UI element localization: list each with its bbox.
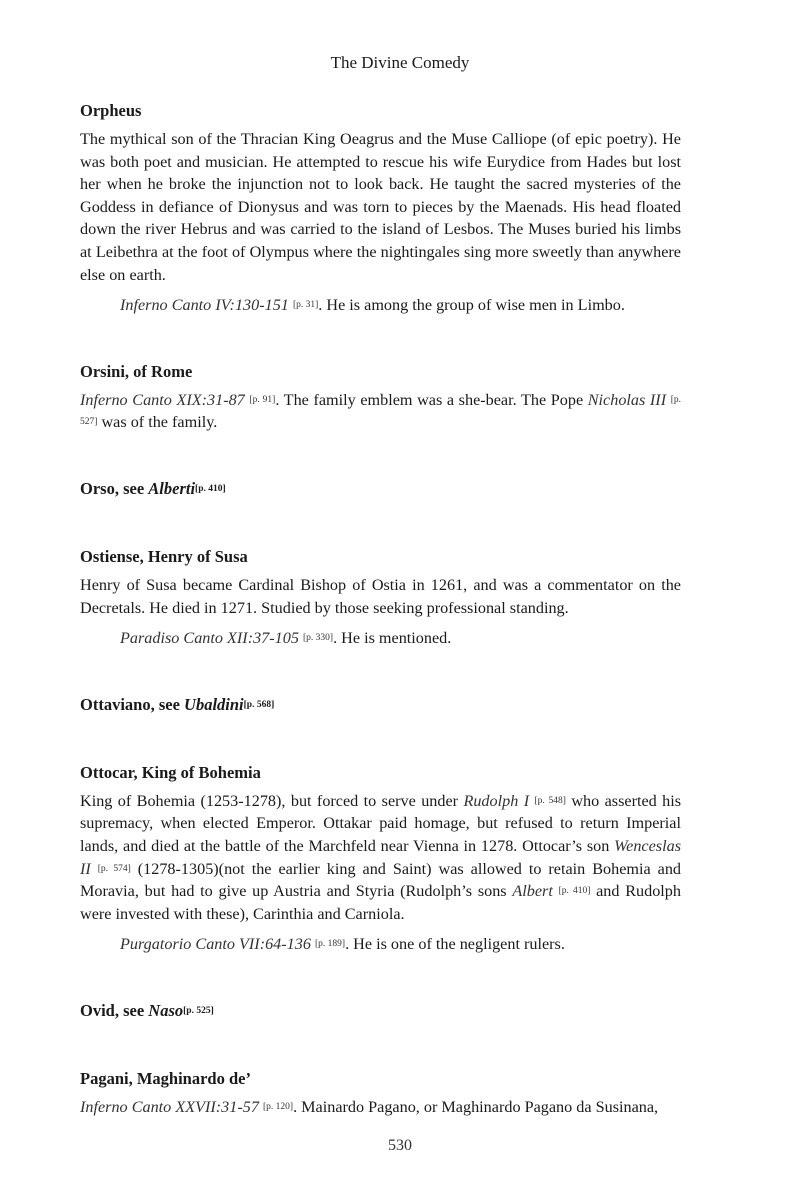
page-ref[interactable]: [p. 568] [243, 699, 275, 710]
see-prefix: Ovid, see [80, 1000, 149, 1020]
entry-title [80, 478, 681, 500]
body-text: (1278-1305)(not the earlier king and Saint) was allowed to retain Bohemia and Moravia, but had to give up Austria and Styria (Rudolph’s sons [80, 859, 682, 901]
entry-title: Ottocar, King of Bohemia [80, 762, 261, 782]
entry-title: Orsini, of Rome [80, 361, 193, 381]
cross-reference-link[interactable]: Wenceslas II [80, 836, 681, 878]
page-ref[interactable]: [p. 91] [249, 394, 276, 405]
canto-reference [80, 933, 681, 956]
reference-note: . He is among the group of wise men in Limbo. [318, 296, 625, 315]
entry-body: The mythical son of the Thracian King Oeagrus and the Muse Calliope (of epic poetry). He was both poet and musician. He attempted to rescue his wife Eurydice from Hades but lost her when he broke the injunction not to look back. He taught the sacred mysteries of the Goddess in defiance of Dionysus and was torn to pieces by the Maenads. His head floated down the river Hebrus and was carried to the island of Lesbos. The Muses buried his limbs at Leibethra at the foot of Olympus where the nightingales sing more sweetly than anywhere else on earth. [80, 130, 681, 284]
canto-reference [80, 627, 681, 650]
body-text: . Mainardo Pagano, or Maghinardo Pagano da Susinana, [293, 1097, 659, 1116]
page-ref[interactable]: [p. 410] [195, 483, 226, 494]
entry-orso [80, 478, 681, 500]
page-ref[interactable]: [p. 574] [97, 863, 131, 874]
cross-reference-link[interactable]: Ubaldini [184, 694, 244, 714]
cross-reference-link[interactable]: Albert [512, 882, 553, 901]
entry-ostiense [80, 546, 681, 650]
page-ref[interactable]: [p. 120] [262, 1101, 294, 1112]
entry-title: Pagani, Maghinardo de’ [80, 1068, 251, 1088]
entry-title [80, 694, 681, 716]
page-number: 530 [388, 1137, 412, 1154]
running-header: The Divine Comedy [330, 53, 470, 72]
entry-body [80, 1096, 681, 1119]
entry-title: Ostiense, Henry of Susa [80, 546, 248, 566]
entry-orsini [80, 361, 681, 434]
entry-title: Orpheus [80, 101, 142, 120]
body-text: who asserted his supremacy, when elected Emperor. Ottakar paid homage, but refused to return Imperial lands, and died at the battle of the Marchfeld near Vienna in 1278. Ottocar’s son [80, 791, 682, 855]
page-ref[interactable]: [p. 527] [80, 394, 682, 428]
page-ref[interactable]: [p. 31] [292, 300, 319, 311]
canto-reference [80, 294, 681, 317]
entry-ottocar [80, 762, 681, 956]
cross-reference-link[interactable]: Naso [148, 1000, 184, 1020]
entry-ottaviano [80, 694, 681, 716]
canto-link[interactable]: Inferno Canto IV:130-151 [120, 296, 289, 315]
cross-reference-link[interactable]: Rudolph I [463, 791, 530, 810]
see-prefix: Ottaviano, see [80, 694, 185, 714]
canto-link[interactable]: Inferno Canto XIX:31-87 [80, 390, 245, 409]
page-ref[interactable]: [p. 525] [183, 1005, 214, 1016]
canto-link[interactable]: Paradiso Canto XII:37-105 [120, 629, 299, 648]
page-content [80, 100, 681, 1118]
cross-reference-link[interactable]: Nicholas III [587, 390, 667, 409]
entry-orpheus [80, 100, 681, 317]
page-ref[interactable]: [p. 548] [534, 795, 566, 806]
body-text: . The family emblem was a she-bear. The Pope [275, 390, 588, 409]
page-ref[interactable]: [p. 330] [303, 633, 334, 644]
see-prefix: Orso, see [80, 478, 149, 498]
entry-pagani [80, 1068, 681, 1119]
entry-body: Henry of Susa became Cardinal Bishop of Ostia in 1261, and was a commentator on the Decretals. He died in 1271. Studied by those seeking professional standing. [80, 575, 681, 617]
body-text: King of Bohemia (1253-1278), but forced to serve under [80, 791, 464, 810]
cross-reference-link[interactable]: Alberti [148, 478, 196, 498]
entry-ovid [80, 1000, 681, 1022]
reference-note: . He is one of the negligent rulers. [345, 935, 565, 954]
entry-body [80, 790, 681, 926]
canto-link[interactable]: Purgatorio Canto VII:64-136 [120, 935, 311, 954]
body-text: and Rudolph were invested with these), Carinthia and Carniola. [80, 882, 681, 923]
entry-title [80, 1000, 681, 1022]
page-ref[interactable]: [p. 189] [315, 939, 346, 950]
entry-body [80, 389, 681, 434]
body-text: was of the family. [97, 413, 218, 432]
page-ref[interactable]: [p. 410] [558, 886, 591, 897]
canto-link[interactable]: Inferno Canto XXVII:31-57 [80, 1097, 259, 1116]
reference-note: . He is mentioned. [333, 629, 452, 648]
